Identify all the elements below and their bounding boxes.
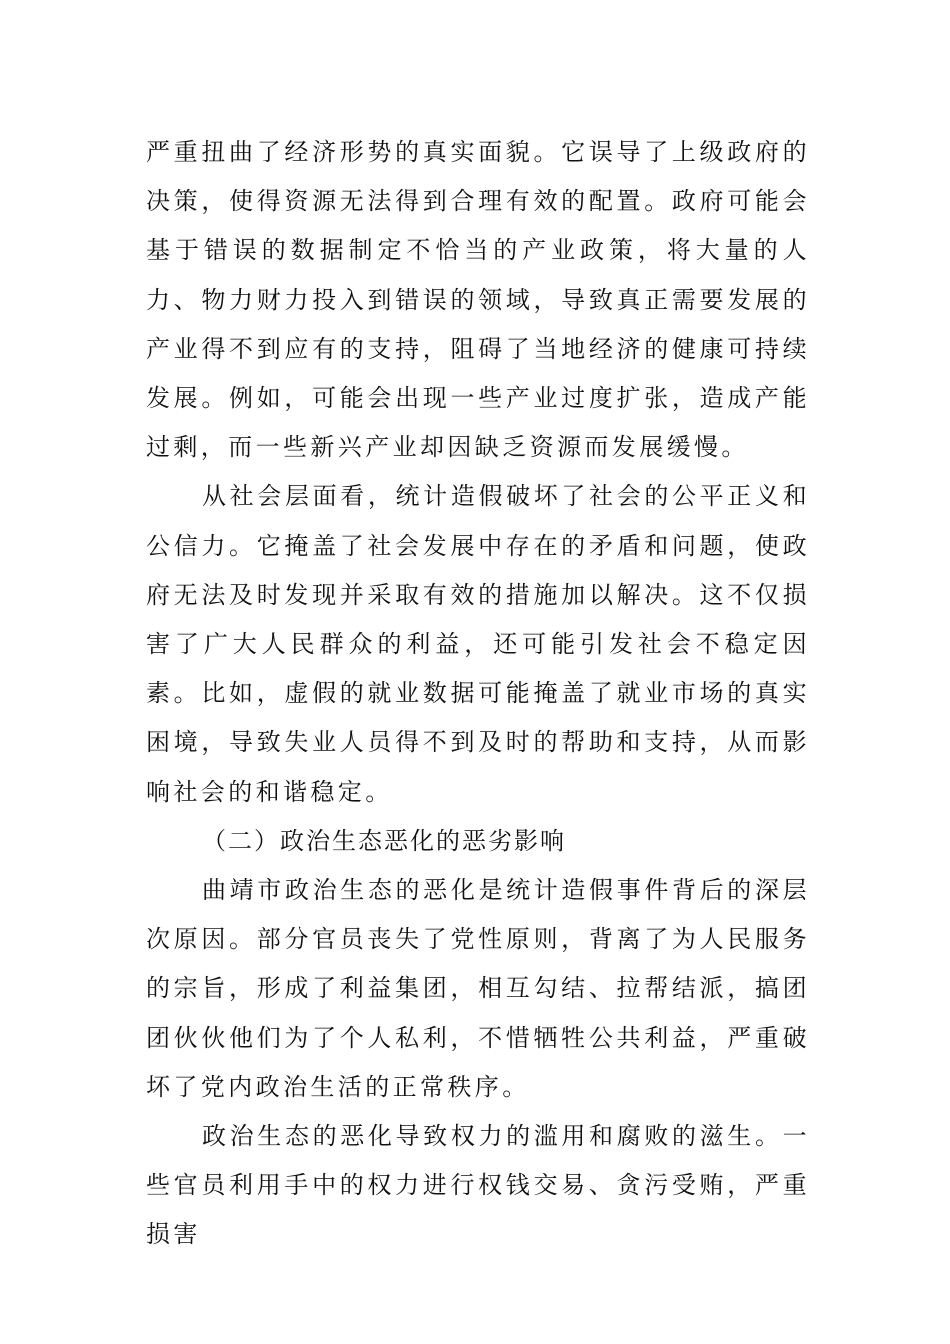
paragraph-political-ecology-cause: 曲靖市政治生态的恶化是统计造假事件背后的深层次原因。部分官员丧失了党性原则，背离了为人民服务的宗旨，形成了利益集团，相互勾结、拉帮结派，搞团团伙伙他们为了个人私利，不惜牺牲公共利益，严重破坏了党内政治生活的正常秩序。 [146, 876, 810, 1101]
paragraph-social-impact: 从社会层面看，统计造假破坏了社会的公平正义和公信力。它掩盖了社会发展中存在的矛盾和问题，使政府无法及时发现并采取有效的措施加以解决。这不仅损害了广大人民群众的利益，还可能引发社会不稳定因素。比如，虚假的就业数据可能掩盖了就业市场的真实困境，导致失业人员得不到及时的帮助和支持，从而影响社会的和谐稳定。 [146, 482, 810, 806]
paragraph-power-abuse: 政治生态的恶化导致权力的滥用和腐败的滋生。一些官员利用手中的权力进行权钱交易、贪污受贿，严重损害 [146, 1122, 810, 1249]
paragraph-economic-impact: 严重扭曲了经济形势的真实面貌。它误导了上级政府的决策，使得资源无法得到合理有效的配置。政府可能会基于错误的数据制定不恰当的产业政策，将大量的人力、物力财力投入到错误的领域，导致真正需要发展的产业得不到应有的支持，阻碍了当地经济的健康可持续发展。例如，可能会出现一些产业过度扩张，造成产能过剩，而一些新兴产业却因缺乏资源而发展缓慢。 [146, 138, 810, 462]
document-body [146, 128, 810, 1260]
section-heading-political-ecology: （二）政治生态恶化的恶劣影响 [202, 826, 566, 855]
